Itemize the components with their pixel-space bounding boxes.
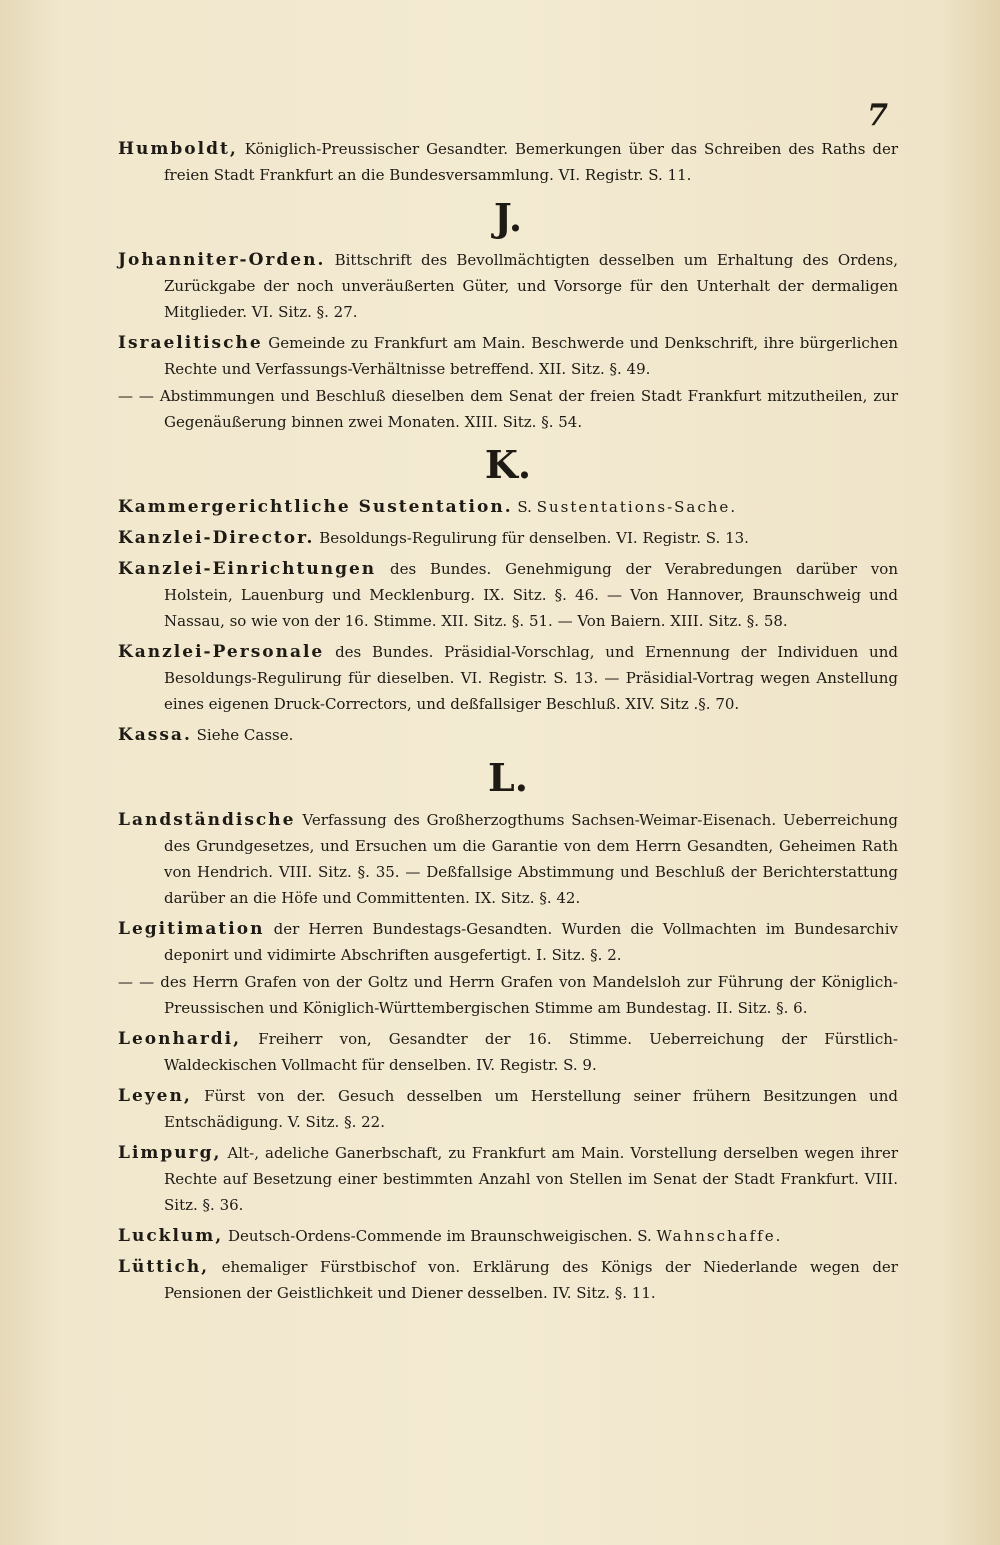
entry-heading: Kanzlei-Director. xyxy=(118,528,315,548)
entry-text: Bittschrift des Bevollmächtigten desselben um Erhaltung des Ordens, Zurückgabe der noch unveräußerten Güter, und Vorsorge für den Unterhalt der dermaligen Mitglieder. VI. Sitz. §. 27. xyxy=(164,251,898,321)
entry-text: Alt-, adeliche Ganerbschaft, zu Frankfurt am Main. Vorstellung derselben wegen ihrer Rechte auf Besetzung einer bestimmten Anzahl von Stellen im Senat der Stadt Frankfurt. VIII. Sitz. §. 36. xyxy=(164,1144,898,1214)
index-entry-israelitische xyxy=(118,330,898,382)
entry-text: Fürst von der. Gesuch desselben um Herstellung seiner frühern Besitzungen und Entschädigung. V. Sitz. §. 22. xyxy=(164,1087,898,1131)
entry-heading: Kanzlei-Einrichtungen xyxy=(118,559,377,579)
cross-reference: Wahnschaffe. xyxy=(656,1227,783,1245)
index-entry-kammergericht xyxy=(118,494,898,520)
index-entry-luettich xyxy=(118,1254,898,1306)
entry-heading: Limpurg, xyxy=(118,1143,222,1163)
index-entry-kanzlei-director xyxy=(118,525,898,551)
entry-text: Siehe Casse. xyxy=(196,726,294,744)
entry-heading: Kassa. xyxy=(118,725,192,745)
entry-text: Freiherr von, Gesandter der 16. Stimme. Ueberreichung der Fürstlich-Waldeckischen Vollmacht für denselben. IV. Registr. S. 9. xyxy=(164,1030,898,1074)
index-entry-leonhardi xyxy=(118,1026,898,1078)
entry-text: des Herrn Grafen von der Goltz und Herrn Grafen von Mandelsloh zur Führung der Königlich-Preussischen und Königlich-Württembergischen Stimme am Bundestag. II. Sitz. §. 6. xyxy=(160,973,898,1017)
index-entry-leyen xyxy=(118,1083,898,1135)
entry-heading: Israelitische xyxy=(118,333,263,353)
index-entry-kanzlei-personale xyxy=(118,639,898,717)
entry-heading: Landständische xyxy=(118,810,296,830)
index-entry-legitimation-continued xyxy=(118,969,898,1021)
entry-heading: Leyen, xyxy=(118,1086,192,1106)
entry-text: Deutsch-Ordens-Commende im Braunschweigischen. S. xyxy=(227,1227,652,1245)
entry-text: ehemaliger Fürstbischof von. Erklärung des Königs der Niederlande wegen der Pensionen der Geistlichkeit und Diener desselben. IV. Sitz. §. 11. xyxy=(164,1258,898,1302)
index-entry-johanniter xyxy=(118,247,898,325)
index-entry-lucklum xyxy=(118,1223,898,1249)
entry-dash: — — xyxy=(118,973,155,991)
entry-text: Besoldungs-Regulirung für denselben. VI. Registr. S. 13. xyxy=(319,529,749,547)
index-entry-landstaendische xyxy=(118,807,898,911)
cross-reference: Sustentations-Sache. xyxy=(536,498,738,516)
section-letter-j: J. xyxy=(493,195,523,240)
entry-heading: Johanniter-Orden. xyxy=(118,250,326,270)
entry-text: Verfassung des Großherzogthums Sachsen-Weimar-Eisenach. Ueberreichung des Grundgesetzes, und Ersuchen um die Garantie von dem Herrn Gesandten, Geheimen Rath von Hendrich. VIII. Sitz. §. 35. — Deßfallsige Abstimmung und Beschluß der Berichterstattung darüber an die Höfe und Committenten. IX. Sitz. §. 42. xyxy=(164,811,898,907)
entry-text: des Bundes. Präsidial-Vorschlag, und Ernennung der Individuen und Besoldungs-Regulirung für dieselben. VI. Registr. S. 13. — Präsidial-Vortrag wegen Anstellung eines eigenen Druck-Correctors, und deßfallsiger Beschluß. XIV. Sitz .§. 70. xyxy=(164,643,898,713)
index-entry-limpurg xyxy=(118,1140,898,1218)
entry-text: S. xyxy=(517,498,532,516)
entry-heading: Humboldt, xyxy=(118,139,238,159)
entry-text: Abstimmungen und Beschluß dieselben dem Senat der freien Stadt Frankfurt mitzutheilen, zur Gegenäußerung binnen zwei Monaten. XIII. Sitz. §. 54. xyxy=(159,387,898,431)
entry-heading: Legitimation xyxy=(118,919,265,939)
index-entry-legitimation xyxy=(118,916,898,968)
page-number: 7 xyxy=(867,98,888,133)
entry-text: der Herren Bundestags-Gesandten. Wurden die Vollmachten im Bundesarchiv deponirt und vidimirte Abschriften ausgefertigt. I. Sitz. §. 2. xyxy=(164,920,898,964)
entry-text: Gemeinde zu Frankfurt am Main. Beschwerde und Denkschrift, ihre bürgerlichen Rechte und Verfassungs-Verhältnisse betreffend. XII. Sitz. §. 49. xyxy=(164,334,898,378)
index-entry-humboldt xyxy=(118,136,898,188)
entry-heading: Leonhardi, xyxy=(118,1029,242,1049)
entry-heading: Kanzlei-Personale xyxy=(118,642,325,662)
index-entry-israelitische-continued xyxy=(118,383,898,435)
entry-heading: Lucklum, xyxy=(118,1226,224,1246)
section-letter-k: K. xyxy=(484,442,532,487)
entry-dash: — — xyxy=(118,387,154,405)
index-entry-kanzlei-einrichtungen xyxy=(118,556,898,634)
entry-text: des Bundes. Genehmigung der Verabredungen darüber von Holstein, Lauenburg und Mecklenburg. IX. Sitz. §. 46. — Von Hannover, Braunschweig und Nassau, so wie von der 16. Stimme. XII. Sitz. §. 51. — Von Baiern. XIII. Sitz. §. 58. xyxy=(164,560,898,630)
index-content xyxy=(118,136,898,1311)
entry-heading: Lüttich, xyxy=(118,1257,210,1277)
section-letter-l: L. xyxy=(488,755,528,800)
entry-text: Königlich-Preussischer Gesandter. Bemerkungen über das Schreiben des Raths der freien Stadt Frankfurt an die Bundesversammlung. VI. Registr. S. 11. xyxy=(164,140,898,184)
entry-heading: Kammergerichtliche Sustentation. xyxy=(118,497,513,517)
index-entry-kassa xyxy=(118,722,898,748)
